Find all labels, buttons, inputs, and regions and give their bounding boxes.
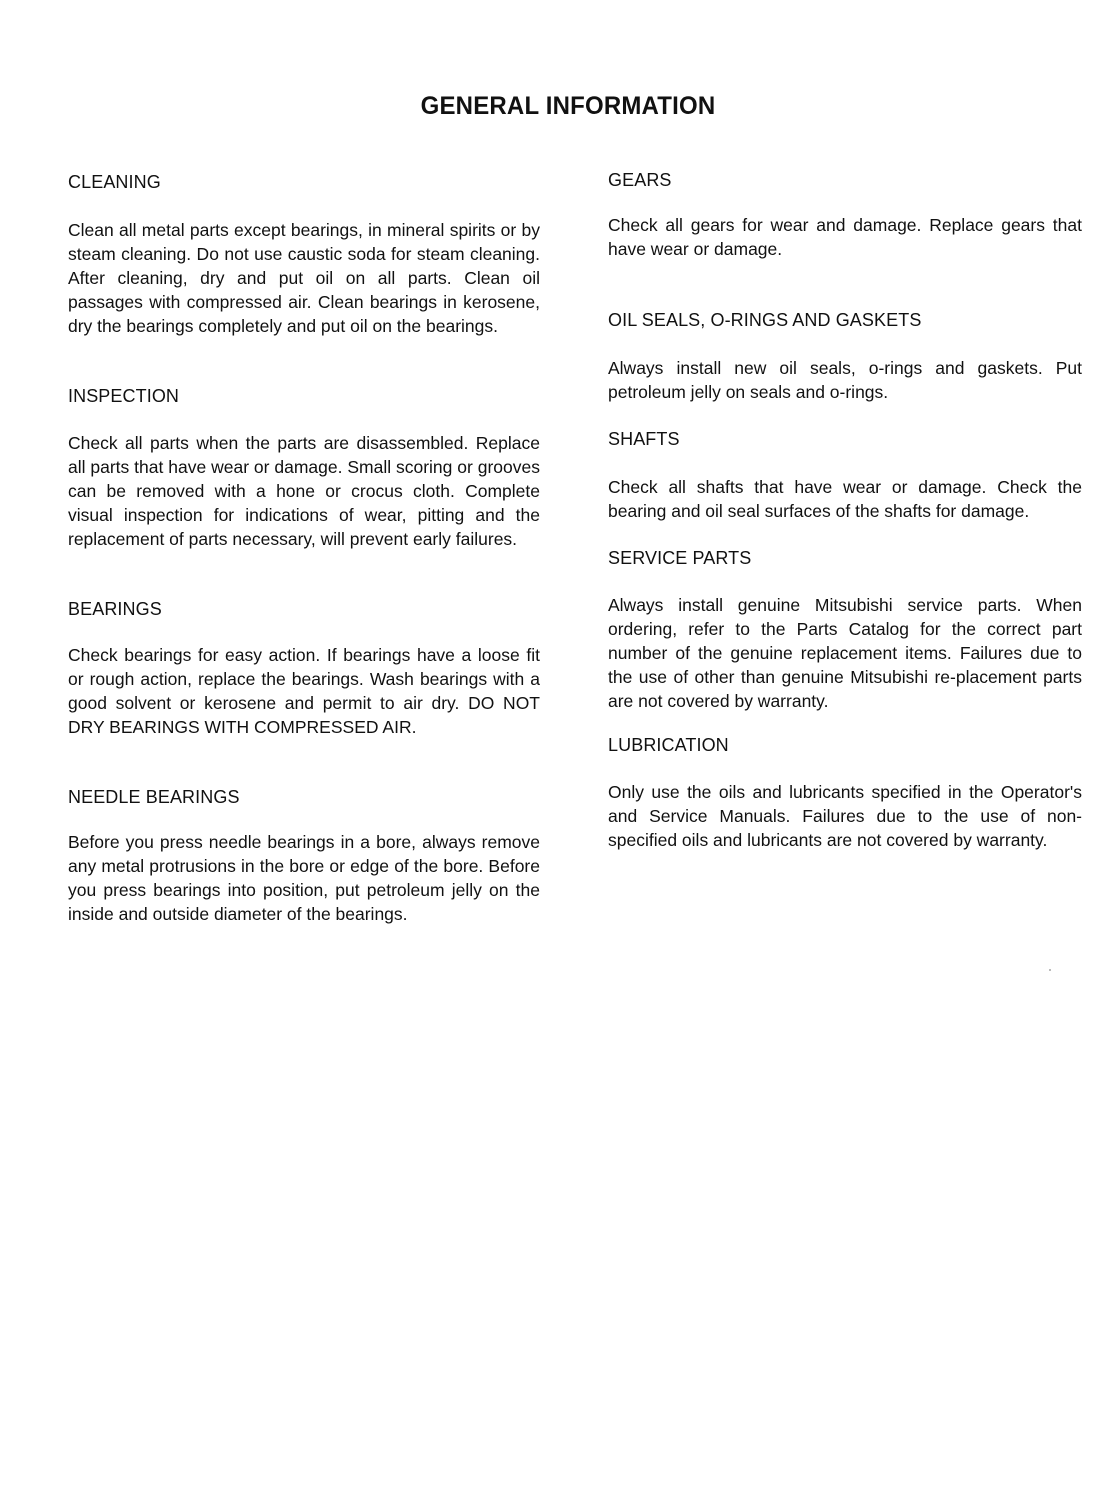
- section-heading-oil-seals: OIL SEALS, O-RINGS AND GASKETS: [608, 310, 922, 330]
- section-body-oil-seals: Always install new oil seals, o-rings and gaskets. Put petroleum jelly on seals and o-rings.: [608, 358, 1082, 402]
- page-title: GENERAL INFORMATION: [420, 92, 716, 120]
- section-heading-service-parts: SERVICE PARTS: [608, 548, 752, 568]
- section-body-shafts: Check all shafts that have wear or damage. Check the bearing and oil seal surfaces of the shafts for damage.: [608, 477, 1082, 521]
- section-body-cleaning: Clean all metal parts except bearings, in mineral spirits or by steam cleaning. Do not use caustic soda for steam cleaning. After cleaning, dry and put oil on all parts. Clean oil passages with compressed air. Clean bearings in kerosene, dry the bearings completely and put oil on the bearings.: [68, 220, 540, 336]
- section-heading-gears: GEARS: [608, 170, 672, 190]
- section-heading-inspection: INSPECTION: [68, 386, 180, 406]
- section-body-lubrication: Only use the oils and lubricants specified in the Operator's and Service Manuals. Failures due to the use of non-specified oils and lubricants are not covered by warranty.: [608, 782, 1082, 850]
- section-body-inspection: Check all parts when the parts are disassembled. Replace all parts that have wear or damage. Small scoring or grooves can be removed with a hone or crocus cloth. Complete visual inspection for indications of wear, pitting and the replacement of parts necessary, will prevent early failures.: [68, 433, 540, 549]
- section-heading-shafts: SHAFTS: [608, 429, 680, 449]
- section-body-bearings: Check bearings for easy action. If bearings have a loose fit or rough action, replace the bearings. Wash bearings with a good solvent or kerosene and permit to air dry. DO NOT DRY BEARINGS WITH COMPRESSED AIR.: [68, 645, 540, 737]
- section-heading-needle-bearings: NEEDLE BEARINGS: [68, 787, 240, 807]
- section-body-needle-bearings: Before you press needle bearings in a bore, always remove any metal protrusions in the bore or edge of the bore. Before you press bearings into position, put petroleum jelly on the inside and outside diameter of the bearings.: [68, 832, 540, 924]
- section-body-service-parts: Always install genuine Mitsubishi service parts. When ordering, refer to the Parts Catalog for the correct part number of the genuine replacement items. Failures due to the use of other than genuine Mitsubishi re-placement parts are not covered by warranty.: [608, 595, 1082, 711]
- section-heading-lubrication: LUBRICATION: [608, 735, 729, 755]
- section-heading-cleaning: CLEANING: [68, 172, 161, 192]
- section-heading-bearings: BEARINGS: [68, 599, 162, 619]
- section-body-gears: Check all gears for wear and damage. Replace gears that have wear or damage.: [608, 215, 1082, 259]
- scan-speck: [1049, 969, 1051, 971]
